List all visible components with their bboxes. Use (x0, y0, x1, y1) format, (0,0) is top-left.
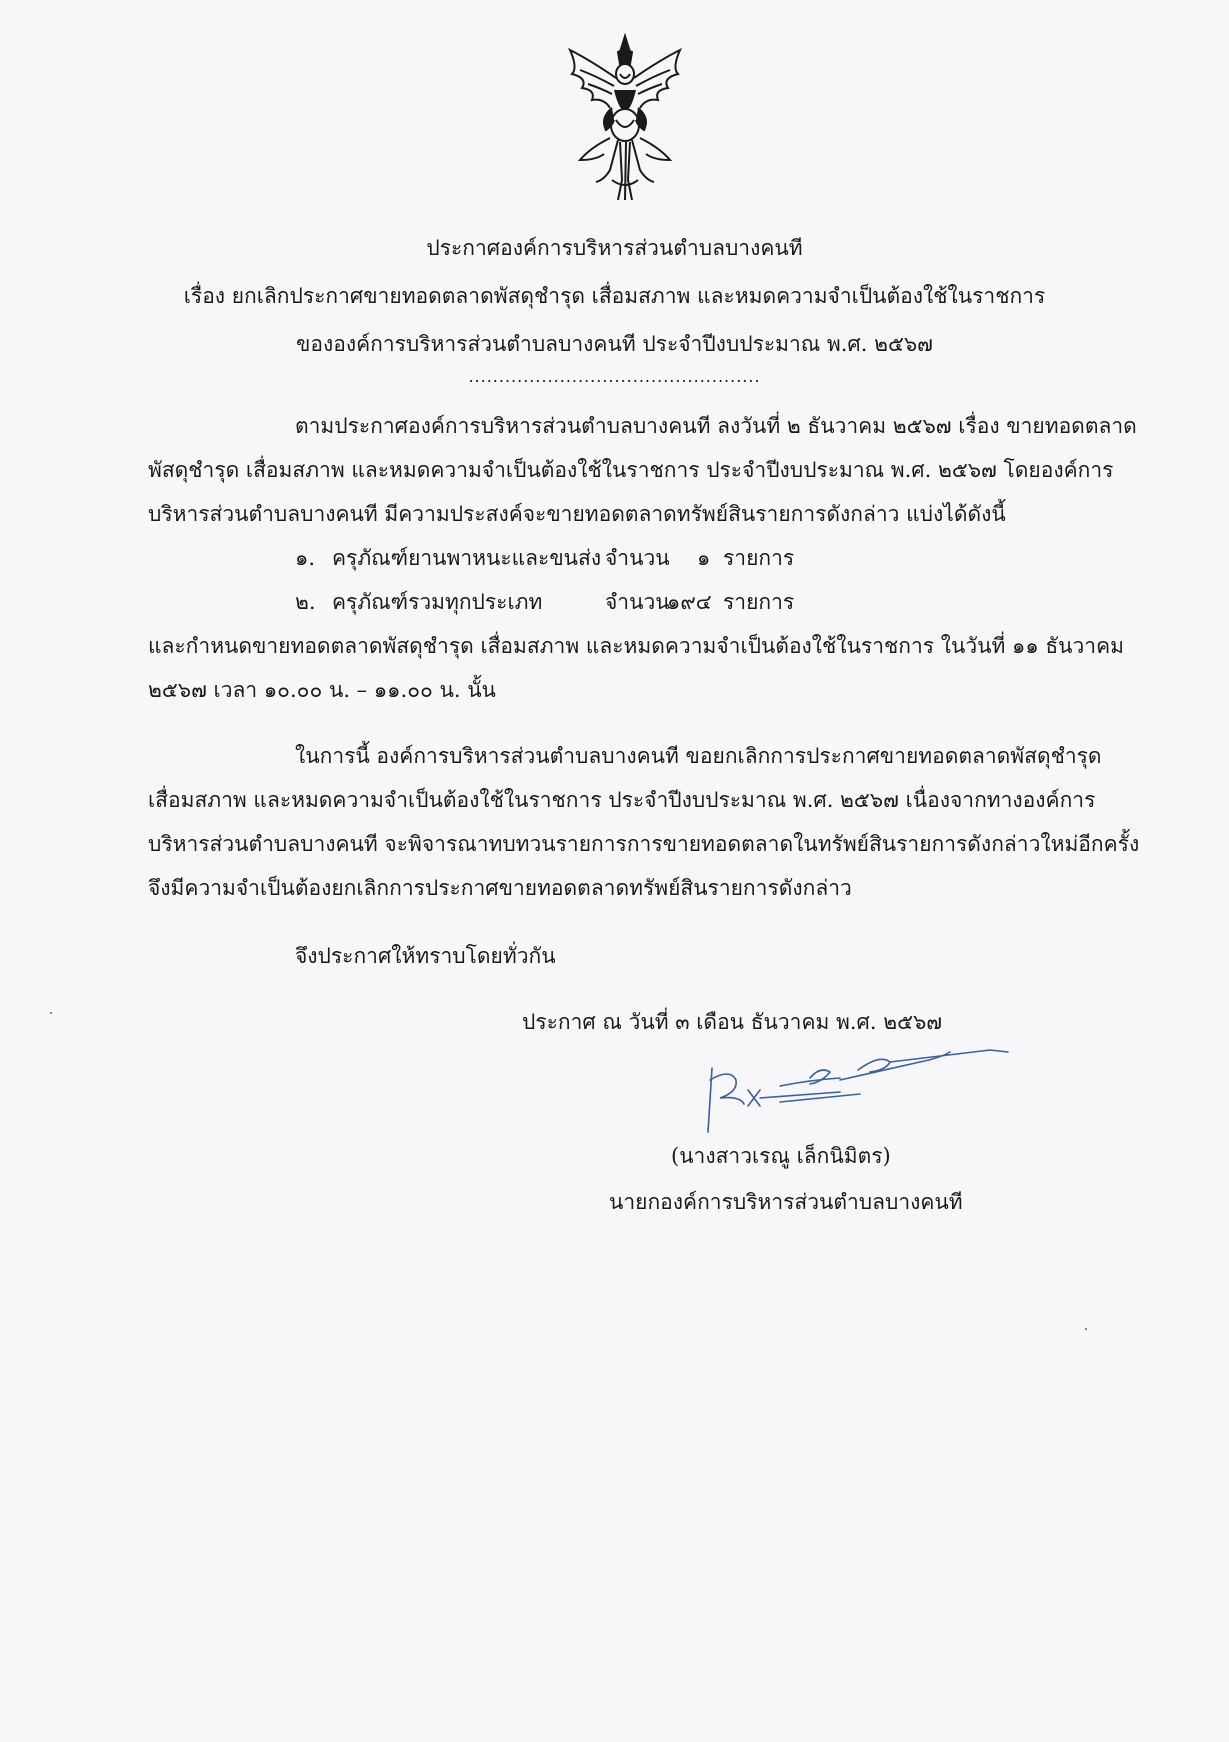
item-qty: ๑๙๔ (667, 590, 712, 614)
para2-line1: และกำหนดขายทอดตลาดพัสดุชำรุด เสื่อมสภาพ และหมดความจำเป็นต้องใช้ในราชการ ในวันที่ ๑๑ ธันวาคม (148, 634, 1124, 658)
announcement-subject: เรื่อง ยกเลิกประกาศขายทอดตลาดพัสดุชำรุด เสื่อมสภาพ และหมดความจำเป็นต้องใช้ในราชการ (183, 284, 1046, 308)
signer-name: (นางสาวเรณู เล็กนิมิตร) (671, 1144, 891, 1168)
scan-speck (1085, 1328, 1087, 1330)
signer-position: นายกองค์การบริหารส่วนตำบลบางคนที (609, 1190, 963, 1214)
announcement-title: ประกาศองค์การบริหารส่วนตำบลบางคนที (426, 236, 803, 260)
announcement-date: ประกาศ ณ วันที่ ๓ เดือน ธันวาคม พ.ศ. ๒๕๖๗ (522, 1010, 943, 1034)
para1-line3: บริหารส่วนตำบลบางคนที มีความประสงค์จะขายทอดตลาดทรัพย์สินรายการดังกล่าว แบ่งได้ดังนี้ (148, 502, 1006, 526)
item-unit: รายการ (723, 590, 795, 614)
separator-dots: ................................................ (468, 367, 761, 386)
para3-line1: ในการนี้ องค์การบริหารส่วนตำบลบางคนที ขอยกเลิกการประกาศขายทอดตลาดพัสดุชำรุด (295, 744, 1102, 768)
closing-statement: จึงประกาศให้ทราบโดยทั่วกัน (295, 944, 556, 968)
para1-line1: ตามประกาศองค์การบริหารส่วนตำบลบางคนที ลงวันที่ ๒ ธันวาคม ๒๕๖๗ เรื่อง ขายทอดตลาด (295, 414, 1137, 438)
item-unit: รายการ (723, 546, 795, 570)
garuda-emblem-icon (560, 30, 690, 205)
item-name: ครุภัณฑ์ยานพาหนะและขนส่ง (332, 546, 602, 570)
item-number: ๒. (295, 590, 316, 614)
announcement-subject-cont: ขององค์การบริหารส่วนตำบลบางคนที ประจำปีงบประมาณ พ.ศ. ๒๕๖๗ (296, 332, 933, 356)
para3-line4: จึงมีความจำเป็นต้องยกเลิกการประกาศขายทอดตลาดทรัพย์สินรายการดังกล่าว (148, 876, 852, 900)
para3-line3: บริหารส่วนตำบลบางคนที จะพิจารณาทบทวนรายการการขายทอดตลาดในทรัพย์สินรายการดังกล่าวใหม่อีกครั้ง (148, 832, 1140, 856)
para1-line2: พัสดุชำรุด เสื่อมสภาพ และหมดความจำเป็นต้องใช้ในราชการ ประจำปีงบประมาณ พ.ศ. ๒๕๖๗ โดยองค์การ (148, 458, 1114, 482)
scan-speck (50, 1012, 52, 1014)
item-number: ๑. (295, 546, 316, 570)
item-qty-label: จำนวน (605, 590, 670, 614)
para3-line2: เสื่อมสภาพ และหมดความจำเป็นต้องใช้ในราชการ ประจำปีงบประมาณ พ.ศ. ๒๕๖๗ เนื่องจากทางองค์การ (148, 788, 1096, 812)
item-qty-label: จำนวน (605, 546, 670, 570)
item-name: ครุภัณฑ์รวมทุกประเภท (332, 590, 543, 614)
para2-line2: ๒๕๖๗ เวลา ๑๐.๐๐ น. – ๑๑.๐๐ น. นั้น (148, 678, 496, 702)
item-qty: ๑ (697, 546, 711, 570)
